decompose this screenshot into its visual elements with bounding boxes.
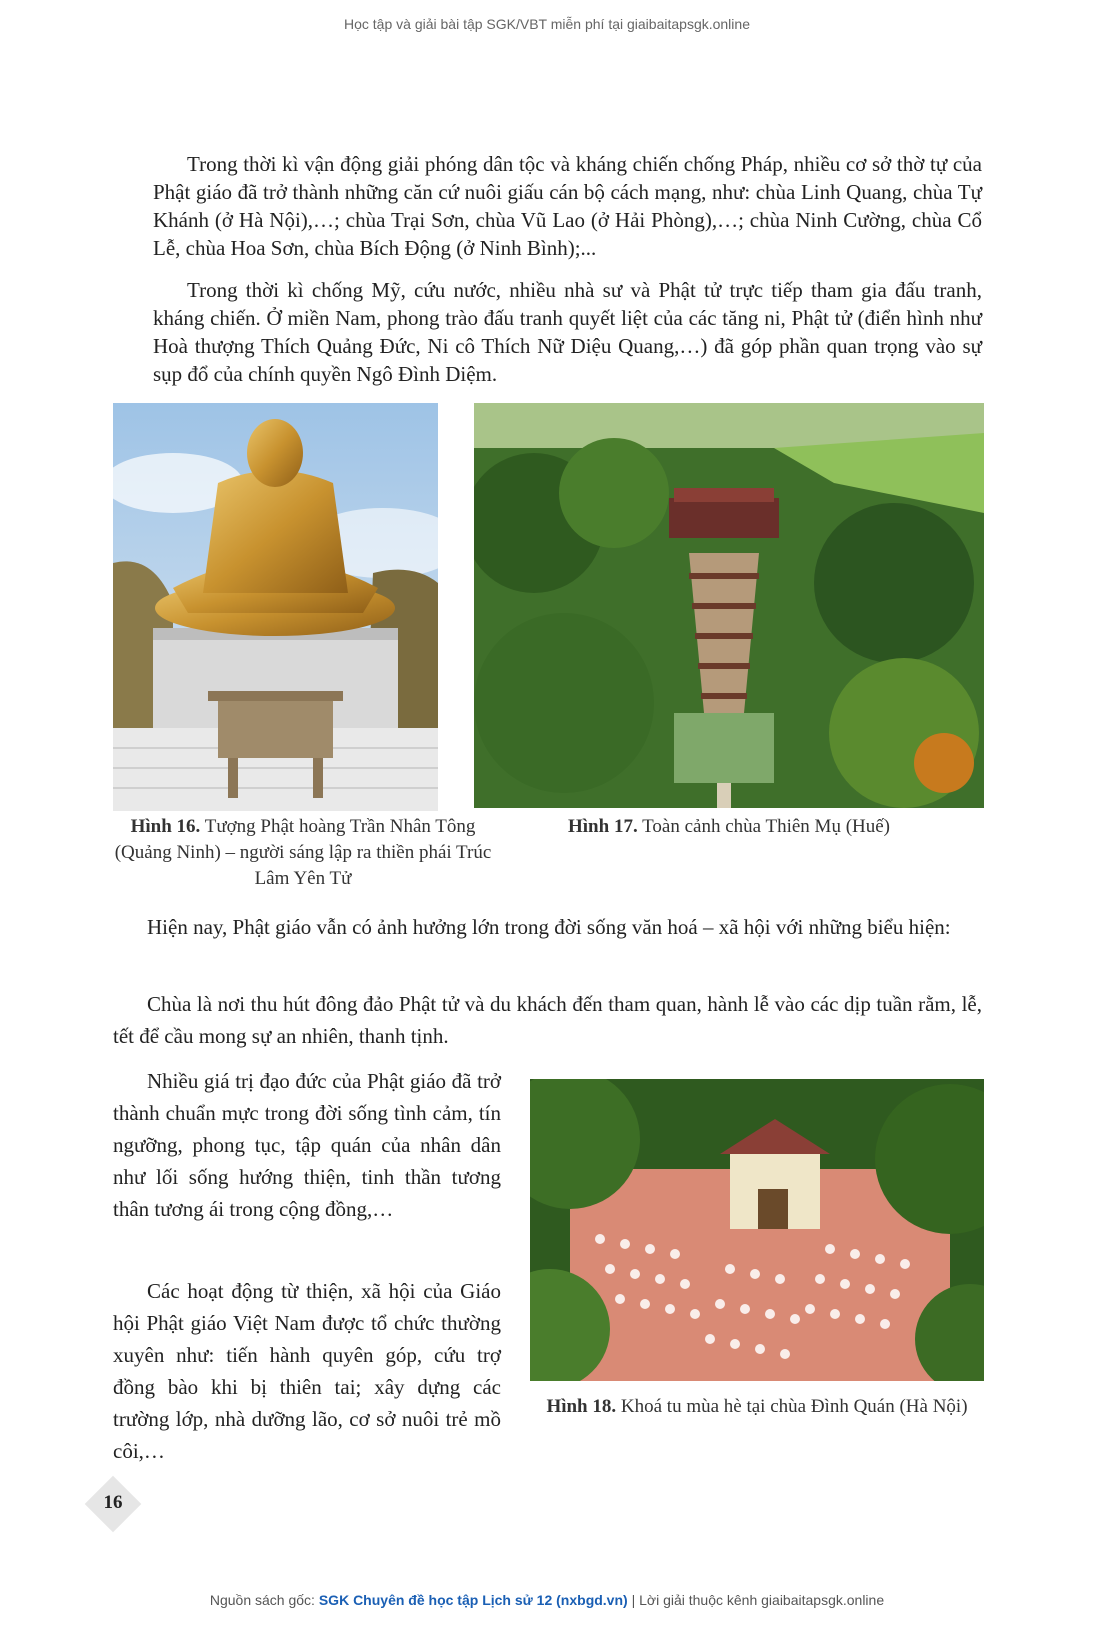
paragraph-3: Hiện nay, Phật giáo vẫn có ảnh hưởng lớn trong đời sống văn hoá – xã hội với những biểu hiện: bbox=[147, 915, 951, 939]
footer-prefix: Nguồn sách gốc: bbox=[209, 1592, 319, 1608]
paragraph-5: Nhiều giá trị đạo đức của Phật giáo đã trở thành chuẩn mực trong đời sống tình cảm, tín ngưỡng, phong tục, tập quán của nhân dân như lối sống hướng thiện, tinh thần tương thân tương ái trong cộng đồng,… bbox=[113, 1069, 501, 1221]
figure-17-text: Toàn cảnh chùa Thiên Mụ (Huế) bbox=[642, 816, 890, 837]
footer-suffix: | Lời giải thuộc kênh giaibaitapsgk.online bbox=[627, 1592, 885, 1608]
paragraph-6: Các hoạt động từ thiện, xã hội của Giáo hội Phật giáo Việt Nam được tổ chức thường xuyên như: tiến hành quyên góp, cứu trợ đồng bào khi bị thiên tai; xây dựng các trường lớp, nhà dưỡng lão, cơ sở nuôi trẻ mồ côi,… bbox=[113, 1279, 501, 1463]
paragraph-4: Chùa là nơi thu hút đông đảo Phật tử và du khách đến tham quan, hành lễ vào các dịp tuần rằm, lễ, tết để cầu mong sự an nhiên, thanh tịnh. bbox=[113, 992, 982, 1048]
paragraph-1: Trong thời kì vận động giải phóng dân tộc và kháng chiến chống Pháp, nhiều cơ sở thờ tự của Phật giáo đã trở thành những căn cứ nuôi giấu cán bộ cách mạng, như: chùa Linh Quang, chùa Tự Khánh (ở Hà Nội),…; chùa Trại Sơn, chùa Vũ Lao (ở Hải Phòng),…; chùa Ninh Cường, chùa Cổ Lễ, chùa Hoa Sơn, chùa Bích Động (ở Ninh Bình);... bbox=[153, 152, 982, 260]
figure-17-label: Hình 17. bbox=[568, 816, 638, 837]
page-footer bbox=[0, 1592, 1094, 1608]
figure-16-image bbox=[113, 403, 438, 811]
figure-18-image bbox=[530, 1079, 984, 1381]
figure-18-caption bbox=[530, 1394, 984, 1420]
page-header: Học tập và giải bài tập SGK/VBT miễn phí tại giaibaitapsgk.online bbox=[344, 16, 750, 32]
figure-17-image bbox=[474, 403, 984, 808]
figure-17-caption bbox=[474, 814, 984, 840]
figure-16-label: Hình 16. bbox=[130, 816, 201, 837]
footer-source-link[interactable]: SGK Chuyên đề học tập Lịch sử 12 (nxbgd.vn) bbox=[318, 1592, 628, 1608]
figure-18-text: Khoá tu mùa hè tại chùa Đình Quán (Hà Nội) bbox=[620, 1396, 968, 1417]
paragraph-2: Trong thời kì chống Mỹ, cứu nước, nhiều nhà sư và Phật tử trực tiếp tham gia đấu tranh, kháng chiến. Ở miền Nam, phong trào đấu tranh quyết liệt của các tăng ni, Phật tử (điển hình như Hoà thượng Thích Quảng Đức, Ni cô Thích Nữ Diệu Quang,…) đã góp phần quan trọng vào sự sụp đổ của chính quyền Ngô Đình Diệm. bbox=[153, 278, 982, 386]
page-number: 16 bbox=[103, 1492, 123, 1513]
figure-18-label: Hình 18. bbox=[546, 1396, 617, 1417]
figure-16-text: Tượng Phật hoàng Trần Nhân Tông (Quảng Ninh) – người sáng lập ra thiền phái Trúc Lâm Yên Tử bbox=[114, 816, 492, 889]
